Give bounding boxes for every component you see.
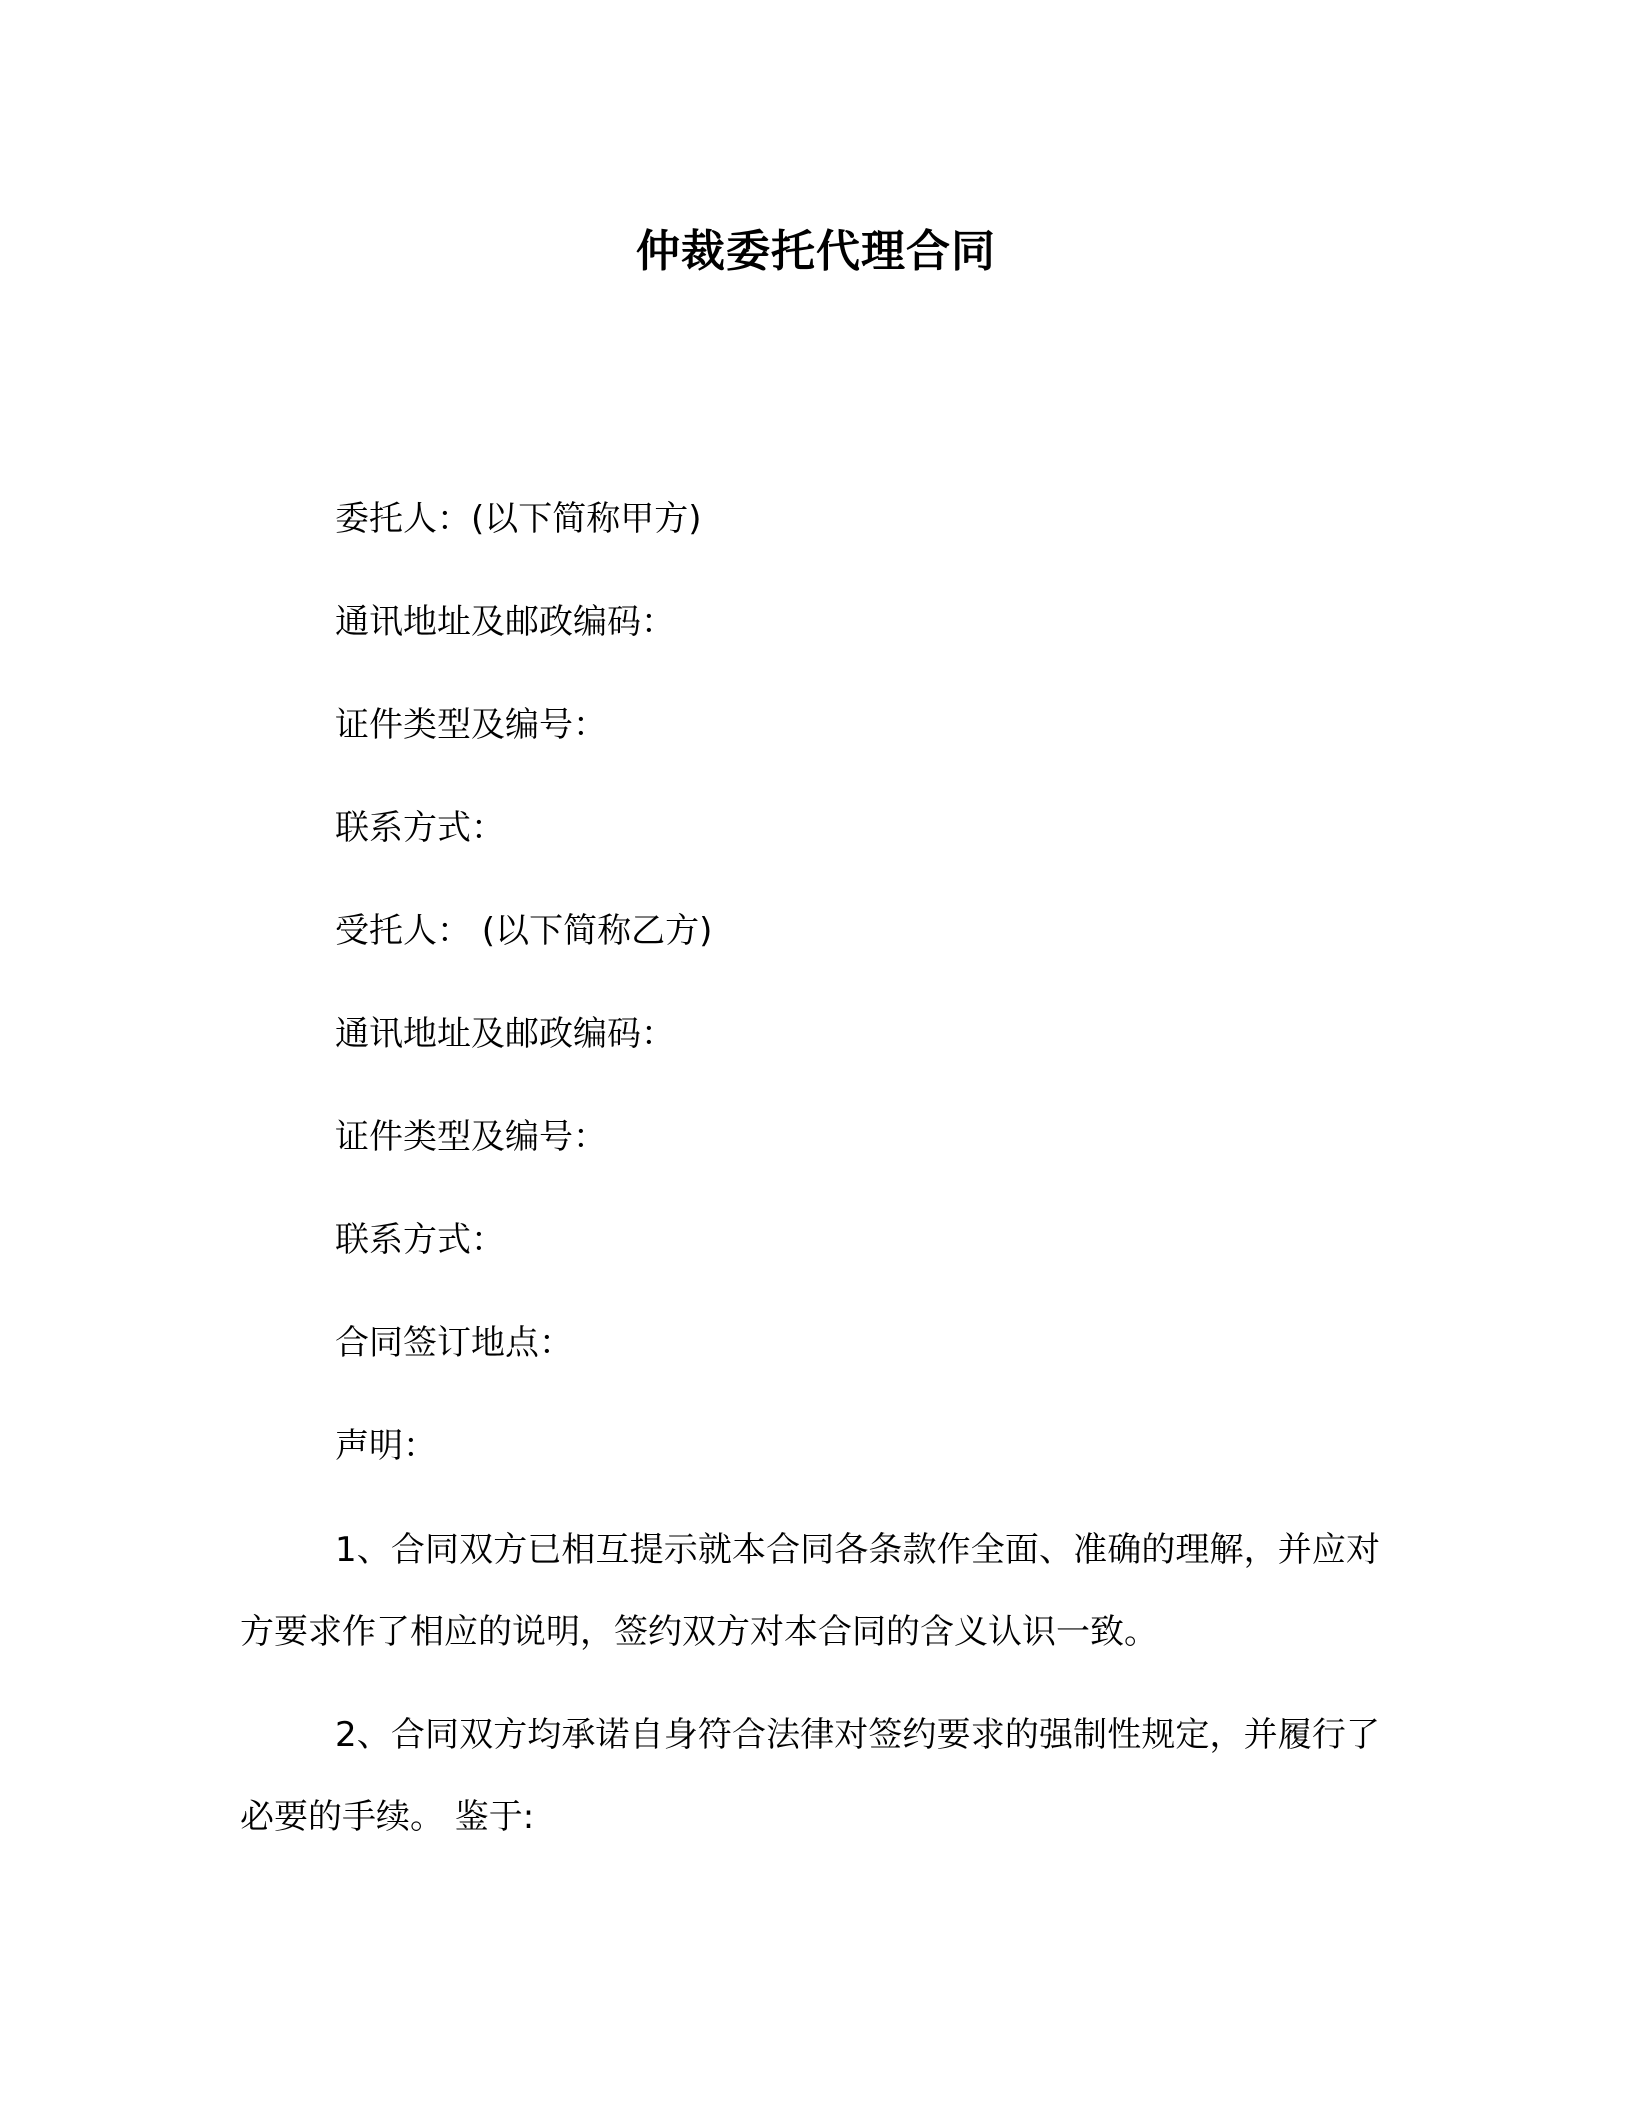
principal-address-field: 通讯地址及邮政编码： xyxy=(335,602,675,642)
principal-field: 委托人：(以下简称甲方) xyxy=(335,499,702,539)
agent-field: 受托人： (以下简称乙方) xyxy=(335,911,713,951)
document-title: 仲裁委托代理合同 xyxy=(636,226,996,277)
agent-address-field: 通讯地址及邮政编码： xyxy=(335,1014,675,1054)
principal-id-field: 证件类型及编号： xyxy=(335,705,607,745)
signing-location-field: 合同签订地点： xyxy=(335,1323,573,1363)
declaration-heading: 声明： xyxy=(335,1426,437,1466)
agent-id-field: 证件类型及编号： xyxy=(335,1117,607,1157)
declaration-clause-1: 1、合同双方已相互提示就本合同各条款作全面、准确的理解，并应对方要求作了相应的说明，签约双方对本合同的含义认识一致。 xyxy=(240,1530,1380,1652)
agent-contact-field: 联系方式： xyxy=(335,1220,505,1260)
declaration-clause-2: 2、合同双方均承诺自身符合法律对签约要求的强制性规定，并履行了必要的手续。 鉴于: xyxy=(240,1715,1380,1837)
principal-contact-field: 联系方式： xyxy=(335,808,505,848)
